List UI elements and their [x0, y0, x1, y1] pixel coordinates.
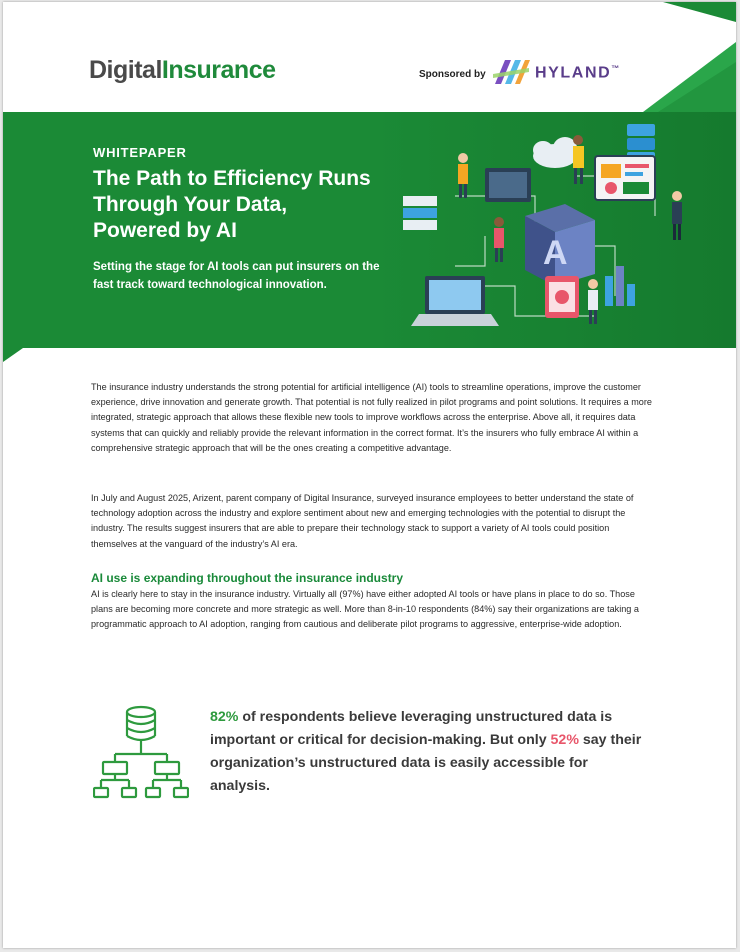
person-icon: [494, 217, 504, 262]
stat-callout: [210, 706, 650, 798]
brand-part-1: Digital: [89, 56, 162, 84]
person-icon: [458, 153, 468, 198]
laptop-icon: [411, 276, 499, 326]
tablet-icon: [545, 276, 579, 318]
whitepaper-page: [3, 2, 736, 948]
hyland-wordmark: HYLAND™: [535, 64, 620, 82]
dashboard-monitor-icon: [595, 156, 655, 200]
digital-insurance-logo: [89, 56, 276, 85]
chart-bars-icon: [605, 266, 635, 306]
intro-paragraph: The insurance industry understands the strong potential for artificial intelligence (AI) tools to streamline operations, improve the customer experience, drive innovation and generate growth. That potential is not fully realized in pilot programs and point solutions. It requires a more integrated, strategic approach that allows these flexible new tools to improve workflows across the enterprise. Above all, it requires data systems that can quickly and reliably provide the relevant information in the correct format. It’s the insurers who fully embrace AI within a comprehensive strategic approach that will be the ones creating a competitive advantage.: [91, 382, 652, 453]
callout-text-1: of respondents believe leveraging unstructured data is important or critical for decision-making. But only: [210, 709, 613, 748]
callout-text-2: say their organization’s unstructured data is easily accessible for analysis.: [210, 732, 642, 794]
stat-82-percent: 82%: [210, 709, 239, 725]
ai-data-network-illustration: [395, 116, 695, 348]
section-heading: AI use is expanding throughout the insurance industry: [91, 571, 404, 585]
ai-adoption-paragraph: AI is clearly here to stay in the insurance industry. Virtually all (97%) have either adopted AI tools or have plans in place to do so. Those plans are becoming more concrete and more strategic as well. More than 8-in-10 respondents (84%) say their organizations are taking a programmatic approach to AI adoption, ranging from cautious and deliberate pilot programs to aggressive, enterprise-wide adoption.: [91, 589, 639, 630]
ai-chip-icon: [525, 204, 595, 286]
stat-52-percent: 52%: [550, 732, 579, 748]
whitepaper-kicker: WHITEPAPER: [93, 145, 187, 160]
database-network-icon: [93, 702, 189, 802]
person-icon: [588, 279, 598, 324]
person-icon: [672, 191, 682, 240]
hyland-logo-icon: [491, 56, 531, 88]
monitor-icon: [485, 168, 531, 202]
cloud-icon: [533, 137, 577, 168]
person-icon: [573, 135, 584, 184]
svg-text:A: A: [543, 234, 568, 272]
page-title: The Path to Efficiency Runs Through Your Data, Powered by AI: [93, 167, 371, 242]
page-subtitle: Setting the stage for AI tools can put insurers on the fast track toward technological innovation.: [93, 261, 380, 291]
survey-paragraph: In July and August 2025, Arizent, parent company of Digital Insurance, surveyed insurance employees to better understand the state of technology adoption across the industry and explore sentiment about new and emerging technologies with the potential to disrupt the industry. The results suggest insurers that are able to prepare their technology stack to support a variety of AI tools could position themselves at the vanguard of the industry’s AI era.: [91, 493, 634, 549]
file-stack-icon: [403, 196, 437, 230]
sponsored-by-label: Sponsored by: [419, 69, 486, 80]
brand-part-2: Insurance: [161, 56, 276, 84]
trademark-mark: ™: [611, 64, 620, 73]
